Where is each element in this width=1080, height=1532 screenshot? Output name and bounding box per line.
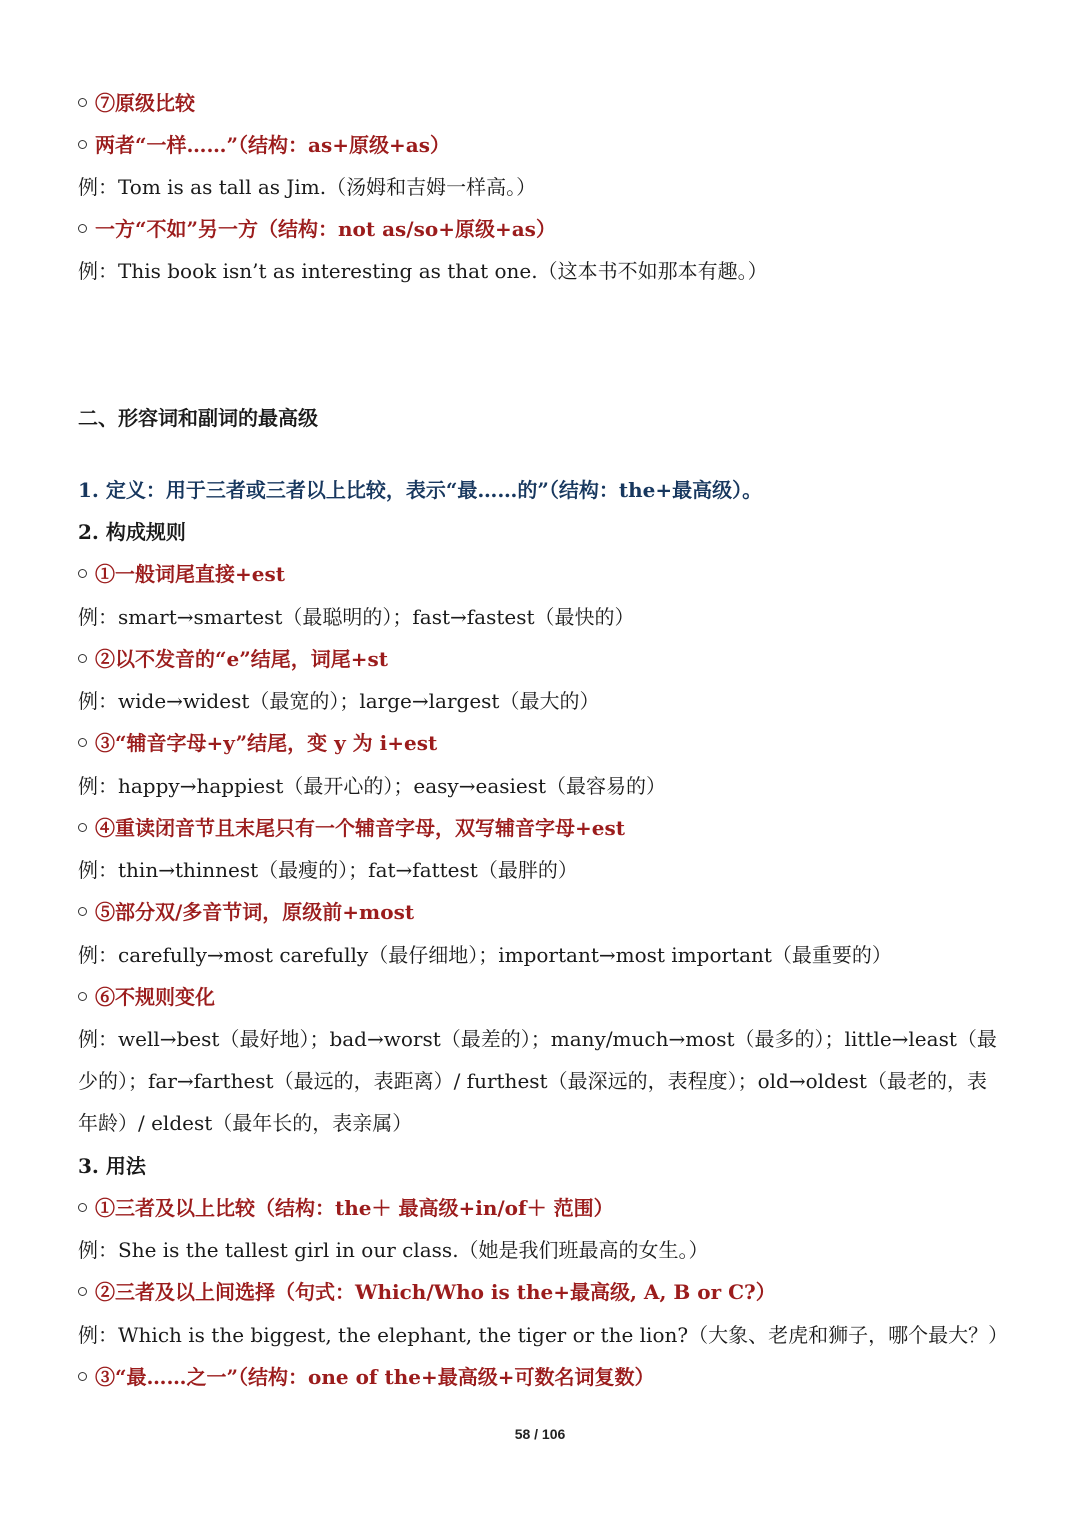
bullet-icon xyxy=(78,98,87,107)
bullet-icon xyxy=(78,738,87,747)
subsection-heading: 3. 用法 xyxy=(78,1154,146,1178)
example-line: 例：happy→happiest（最开心的）；easy→easiest（最容易的） xyxy=(78,774,667,798)
example-line: 例：carefully→most carefully（最仔细地）；important→most important（最重要的） xyxy=(78,943,892,967)
bullet-icon xyxy=(78,140,87,149)
page-number: 58 / 106 xyxy=(514,1426,566,1442)
rule-heading: 一方“不如”另一方（结构：not as/so+原级+as） xyxy=(78,208,1008,250)
subsection-heading: 2. 构成规则 xyxy=(78,520,186,544)
rule-heading: ③“最……之一”（结构：one of the+最高级+可数名词复数） xyxy=(78,1356,1008,1398)
example-line: 例：Which is the biggest, the elephant, the tiger or the lion?（大象、老虎和狮子，哪个最大？） xyxy=(78,1323,1009,1347)
rule-heading: ②以不发音的“e”结尾，词尾+st xyxy=(78,638,1008,680)
definition-line: 1. 定义：用于三者或三者以上比较，表示“最……的”（结构：the+最高级）。 xyxy=(78,478,763,502)
bullet-icon xyxy=(78,992,87,1001)
rule-heading: 两者“一样……”（结构：as+原级+as） xyxy=(78,124,1008,166)
rule-heading: ⑥不规则变化 xyxy=(78,976,1008,1018)
example-line: 少的）；far→farthest（最远的，表距离）/ furthest（最深远的，表程度）；old→oldest（最老的，表 xyxy=(78,1069,987,1093)
example-line: 例：smart→smartest（最聪明的）；fast→fastest（最快的） xyxy=(78,605,635,629)
section-title: 二、形容词和副词的最高级 xyxy=(78,406,318,430)
rule-heading: ⑦原级比较 xyxy=(78,82,1008,124)
bullet-icon xyxy=(78,1287,87,1296)
bullet-icon xyxy=(78,1203,87,1212)
rule-heading: ②三者及以上间选择（句式：Which/Who is the+最高级, A, B or C?） xyxy=(78,1271,1008,1313)
bullet-icon xyxy=(78,569,87,578)
example-line: 例：She is the tallest girl in our class.（她是我们班最高的女生。） xyxy=(78,1238,709,1262)
rule-heading: ①三者及以上比较（结构：the＋ 最高级+in/of＋ 范围） xyxy=(78,1187,1008,1229)
example-line: 例：well→best（最好地）；bad→worst（最差的）；many/much→most（最多的）；little→least（最 xyxy=(78,1027,997,1051)
rule-heading: ③“辅音字母+y”结尾，变 y 为 i+est xyxy=(78,722,1008,764)
bullet-icon xyxy=(78,907,87,916)
rule-heading: ①一般词尾直接+est xyxy=(78,553,1008,595)
example-line: 例：thin→thinnest（最瘦的）；fat→fattest（最胖的） xyxy=(78,858,578,882)
bullet-icon xyxy=(78,823,87,832)
rule-heading: ④重读闭音节且末尾只有一个辅音字母，双写辅音字母+est xyxy=(78,807,1008,849)
bullet-icon xyxy=(78,654,87,663)
example-line: 例：Tom is as tall as Jim.（汤姆和吉姆一样高。） xyxy=(78,175,537,199)
bullet-icon xyxy=(78,224,87,233)
bullet-icon xyxy=(78,1372,87,1381)
example-line: 年龄）/ eldest（最年长的，表亲属） xyxy=(78,1111,413,1135)
rule-heading: ⑤部分双/多音节词，原级前+most xyxy=(78,891,1008,933)
example-line: 例：wide→widest（最宽的）；large→largest（最大的） xyxy=(78,689,600,713)
example-line: 例：This book isn’t as interesting as that one.（这本书不如那本有趣。） xyxy=(78,259,768,283)
